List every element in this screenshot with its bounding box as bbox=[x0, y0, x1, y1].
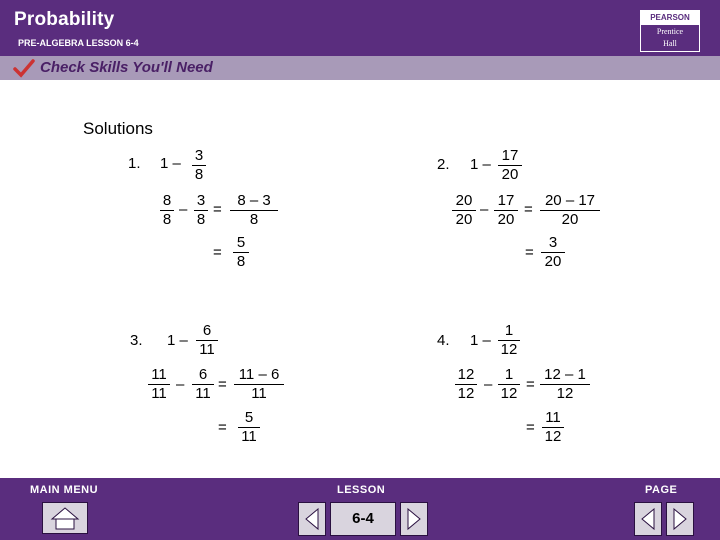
problem-3-one-minus: 1 – bbox=[167, 332, 188, 349]
footer-bar bbox=[0, 478, 720, 540]
p2-s2-eq: = bbox=[525, 244, 534, 261]
p1-s1-den3: 8 bbox=[249, 211, 259, 228]
lesson-number: 6-4 bbox=[330, 502, 396, 536]
p2-s1-minus: – bbox=[480, 201, 489, 218]
p3-s2-eq: = bbox=[218, 419, 227, 436]
p4-frac-den: 12 bbox=[500, 341, 518, 358]
p2-s2-den: 20 bbox=[544, 253, 562, 270]
p3-frac-den: 11 bbox=[199, 341, 215, 358]
p4-s1-den1: 12 bbox=[457, 385, 475, 402]
main-menu-button[interactable] bbox=[42, 502, 88, 534]
p1-frac-num: 3 bbox=[194, 147, 204, 164]
checkmark-icon bbox=[12, 58, 36, 78]
p4-s2-num: 11 bbox=[545, 409, 561, 426]
p2-s1-den2: 20 bbox=[497, 211, 515, 228]
p1-frac-den: 8 bbox=[194, 166, 204, 183]
lesson-prev-button[interactable] bbox=[298, 502, 326, 536]
p2-s1-num3: 20 – 17 bbox=[544, 192, 596, 209]
p3-s1-num1: 11 bbox=[151, 366, 167, 383]
p4-s2-eq: = bbox=[526, 419, 535, 436]
p1-s1-num1: 8 bbox=[162, 192, 172, 209]
p1-s1-num2: 3 bbox=[196, 192, 206, 209]
p2-s1-num2: 17 bbox=[497, 192, 515, 209]
problem-2-number: 2. bbox=[437, 156, 450, 173]
publisher-logo bbox=[640, 10, 700, 52]
p1-s1-minus: – bbox=[179, 201, 188, 218]
problem-1-number: 1. bbox=[128, 155, 141, 172]
p1-s1-num3: 8 – 3 bbox=[237, 192, 271, 209]
logo-top-text: PEARSON bbox=[641, 11, 699, 25]
problem-2-one-minus: 1 – bbox=[470, 156, 491, 173]
p3-s1-num3: 11 – 6 bbox=[238, 366, 280, 383]
p4-s1-num3: 12 – 1 bbox=[544, 366, 586, 383]
p3-s1-minus: – bbox=[176, 376, 185, 393]
p3-s1-den3: 11 bbox=[251, 385, 267, 402]
p2-frac-num: 17 bbox=[501, 147, 519, 164]
p4-s1-den3: 12 bbox=[556, 385, 574, 402]
triangle-right-icon bbox=[401, 503, 427, 535]
p1-s1-den2: 8 bbox=[196, 211, 206, 228]
p4-s1-eq: = bbox=[526, 376, 535, 393]
solutions-heading: Solutions bbox=[83, 119, 153, 138]
lesson-label: LESSON bbox=[337, 484, 386, 496]
p1-s2-den: 8 bbox=[236, 253, 246, 270]
p2-frac-den: 20 bbox=[501, 166, 519, 183]
p4-s1-num2: 1 bbox=[504, 366, 514, 383]
header-bar bbox=[0, 0, 720, 56]
p3-frac-num: 6 bbox=[202, 322, 212, 339]
p4-frac-num: 1 bbox=[504, 322, 514, 339]
p2-s1-den1: 20 bbox=[455, 211, 473, 228]
p3-s1-den2: 11 bbox=[195, 385, 211, 402]
triangle-left-icon bbox=[635, 503, 661, 535]
section-band bbox=[0, 56, 720, 80]
p1-s2-num: 5 bbox=[236, 234, 246, 251]
home-icon bbox=[43, 503, 87, 533]
problem-4-one-minus: 1 – bbox=[470, 332, 491, 349]
p4-s1-num1: 12 bbox=[457, 366, 475, 383]
p3-s1-eq: = bbox=[218, 376, 227, 393]
main-menu-label: MAIN MENU bbox=[30, 484, 99, 496]
p4-s2-den: 12 bbox=[544, 428, 562, 445]
p2-s1-den3: 20 bbox=[561, 211, 579, 228]
lesson-subtitle: PRE-ALGEBRA LESSON 6-4 bbox=[18, 38, 139, 48]
page-prev-button[interactable] bbox=[634, 502, 662, 536]
logo-line2: Hall bbox=[663, 39, 677, 48]
p2-s2-num: 3 bbox=[548, 234, 558, 251]
p4-s1-minus: – bbox=[484, 376, 493, 393]
p3-s1-den1: 11 bbox=[151, 385, 167, 402]
p1-s1-den1: 8 bbox=[162, 211, 172, 228]
p3-s2-den: 11 bbox=[241, 428, 257, 445]
p1-s1-eq: = bbox=[213, 201, 222, 218]
problem-4-number: 4. bbox=[437, 332, 450, 349]
p4-s1-den2: 12 bbox=[500, 385, 518, 402]
p3-s1-num2: 6 bbox=[198, 366, 208, 383]
logo-line1: Prentice bbox=[656, 27, 684, 36]
triangle-left-icon bbox=[299, 503, 325, 535]
logo-bottom bbox=[641, 25, 699, 52]
p3-s2-num: 5 bbox=[244, 409, 254, 426]
lesson-next-button[interactable] bbox=[400, 502, 428, 536]
page-next-button[interactable] bbox=[666, 502, 694, 536]
problem-3-number: 3. bbox=[130, 332, 143, 349]
p1-s2-eq: = bbox=[213, 244, 222, 261]
page-label: PAGE bbox=[645, 484, 678, 496]
p2-s1-eq: = bbox=[524, 201, 533, 218]
section-title: Check Skills You'll Need bbox=[40, 59, 213, 76]
problem-1-one-minus: 1 – bbox=[160, 155, 181, 172]
triangle-right-icon bbox=[667, 503, 693, 535]
p2-s1-num1: 20 bbox=[455, 192, 473, 209]
page-title: Probability bbox=[14, 9, 115, 30]
